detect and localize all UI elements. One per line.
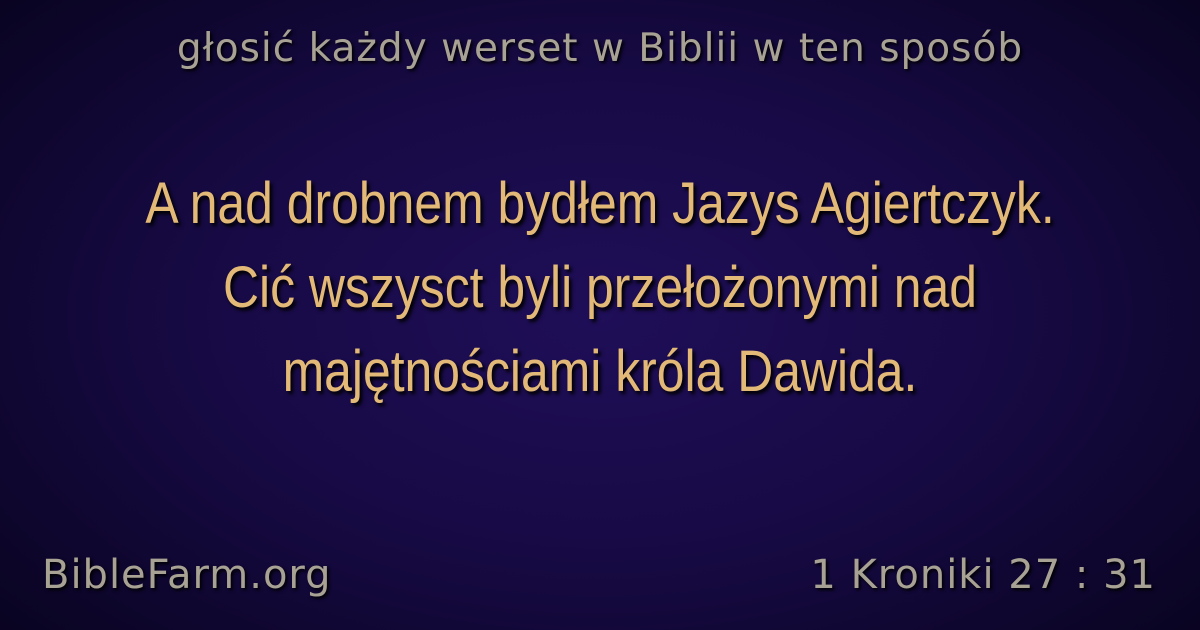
verse-line: majętnościami króla Dawida.: [282, 339, 918, 404]
verse-line: Cić wszysct byli przełożonymi nad: [223, 255, 977, 320]
verse-text: [40, 162, 1160, 414]
tagline: głosić każdy werset w Biblii w ten sposób: [176, 26, 1024, 71]
verse-line: A nad drobnem bydłem Jazys Agiertczyk.: [145, 171, 1055, 236]
site-name: BibleFarm.org: [42, 552, 332, 598]
verse-reference: 1 Kroniki 27 : 31: [810, 552, 1156, 598]
